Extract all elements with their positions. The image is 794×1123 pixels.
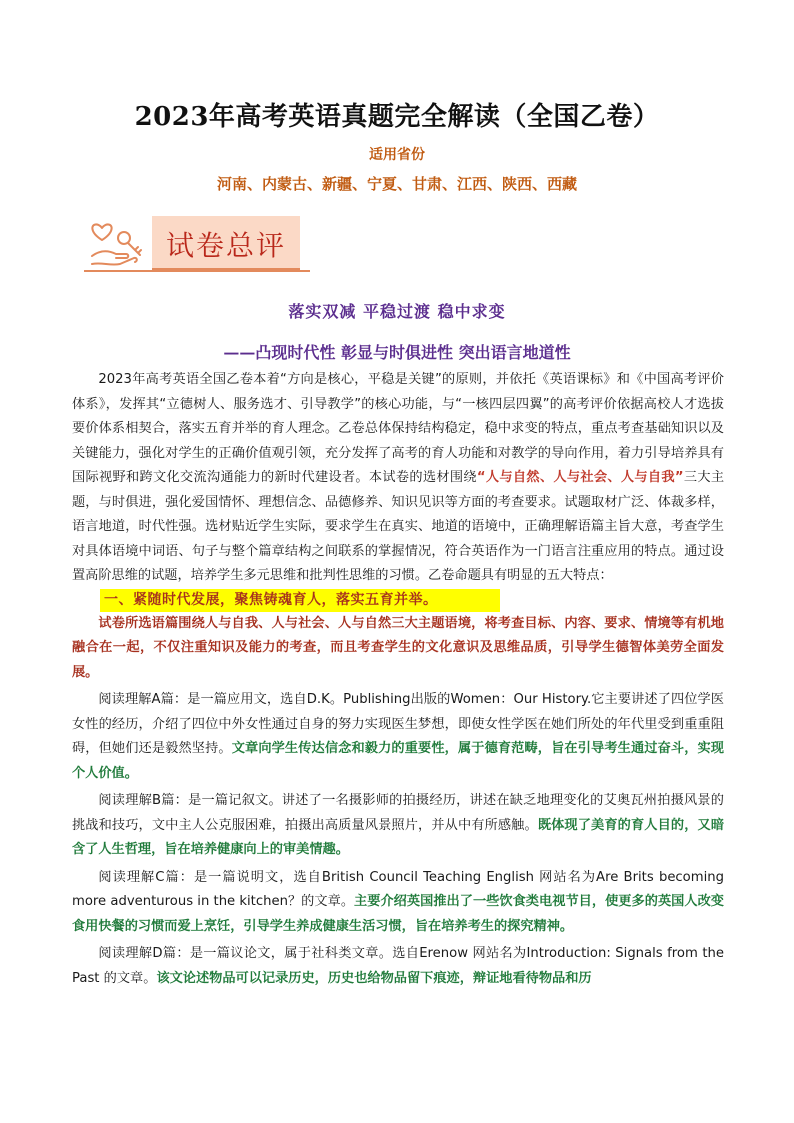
section-text: 试卷所选语篇围绕人与自我、人与社会、人与自然三大主题语境，将考查目标、内容、要求、情境等有机地融合在一起，不仅注重知识及能力的考查，而且考查学生的文化意识及思维品质，引导学生德智体美劳全面发展。 [72,615,724,680]
reading-d-highlight: 该文论述物品可以记录历史，历史也给物品留下痕迹，辩证地看待物品和历 [156,970,592,986]
reading-d-text: 阅读理解D篇：是一篇议论文，属于社科类文章。选自Erenow 网站名为Introduction: Signals from the Past 的文章。 [72,946,724,986]
reading-b-text: 阅读理解B篇：是一篇记叙文。讲述了一名摄影师的拍摄经历，讲述在缺乏地理变化的艾奥瓦州拍摄风景的挑战和技巧，文中主人公克服困难，拍摄出高质量风景照片，并从中有所感触。 [72,793,724,833]
provinces-list: 河南、内蒙古、新疆、宁夏、甘肃、江西、陕西、西藏 [216,175,577,193]
hand-key-heart-icon [88,216,148,270]
reading-a-paragraph [72,688,724,786]
reading-b-paragraph [72,789,724,863]
intro-text-1: 2023年高考英语全国乙卷本着“方向是核心，平稳是关键”的原则，并依托《英语课标》和《中国高考评价体系》，发挥其“立德树人、服务选才、引导教学”的核心功能，与“一核四层四翼”的高考评价依据高校人才选拔要价体系相契合，落实五育并举的育人理念。乙卷总体保持结构稳定，稳中求变的特点，重点考查基础知识以及关键能力，强化对学生的正确价值观引领，充分发挥了高考的育人功能和对教学的导向作用，着力引导培养具有国际视野和跨文化交流沟通能力的新时代建设者。本试卷的选材围绕 [72,372,724,485]
banner-underline [84,270,310,272]
reading-b-highlight: 既体现了美育的育人目的，又暗含了人生哲理，旨在培养健康向上的审美情趣。 [72,817,725,857]
intro-text-2: 三大主题，与时俱进，强化爱国情怀、理想信念、品德修养、知识见识等方面的考查要求。试题取材广泛、体裁多样，语言地道，时代性强。选材贴近学生实际，要求学生在真实、地道的语境中，正确理解语篇主旨大意，考查学生对具体语境中词语、句子与整个篇章结构之间联系的掌握情况，符合英语作为一门语言注重应用的特点。通过设置高阶思维的试题，培养学生多元思维和批判性思维的习惯。乙卷命题具有明显的五大特点： [72,470,725,583]
reading-c-highlight: 主要介绍英国推出了一些饮食类电视节目，使更多的英国人改变食用快餐的习惯而爱上烹饪，引导学生养成健康生活习惯，旨在培养考生的探究精神。 [72,894,724,934]
theme-subtitle-2: ——凸现时代性 彰显与时俱进性 突出语言地道性 [223,343,571,362]
intro-paragraph [72,368,724,589]
section-paragraph [72,612,724,686]
reading-c-paragraph [72,866,724,940]
applicable-provinces-label: 适用省份 [369,147,425,163]
section-heading: 一、紧随时代发展，聚焦铸魂育人，落实五育并举。 [100,589,500,612]
banner-label: 试卷总评 [165,229,286,262]
intro-highlight: “人与自然、人与社会、人与自我” [476,470,684,485]
theme-subtitle: 落实双减 平稳过渡 稳中求变 [288,302,506,321]
section-banner [84,210,310,274]
reading-a-highlight: 文章向学生传达信念和毅力的重要性，属于德育范畴，旨在引导考生通过奋斗，实现个人价值。 [72,741,724,781]
article-body [72,368,724,991]
reading-d-paragraph [72,942,724,991]
banner-box [152,216,300,270]
reading-c-text: 阅读理解C篇：是一篇说明文，选自British Council Teaching English 网站名为Are Brits becoming more adventurous in the kitchen？的文章。 [72,869,724,909]
page-title: 2023年高考英语真题完全解读（全国乙卷） [134,102,660,132]
reading-a-text: 阅读理解A篇：是一篇应用文，选自D.K。Publishing出版的Women：Our History.它主要讲述了四位学医女性的经历，介绍了四位中外女性通过自身的努力实现医生梦想，即使女性学医在她们所处的年代里受到重重阻碍，但她们还是毅然坚持。 [72,692,724,756]
